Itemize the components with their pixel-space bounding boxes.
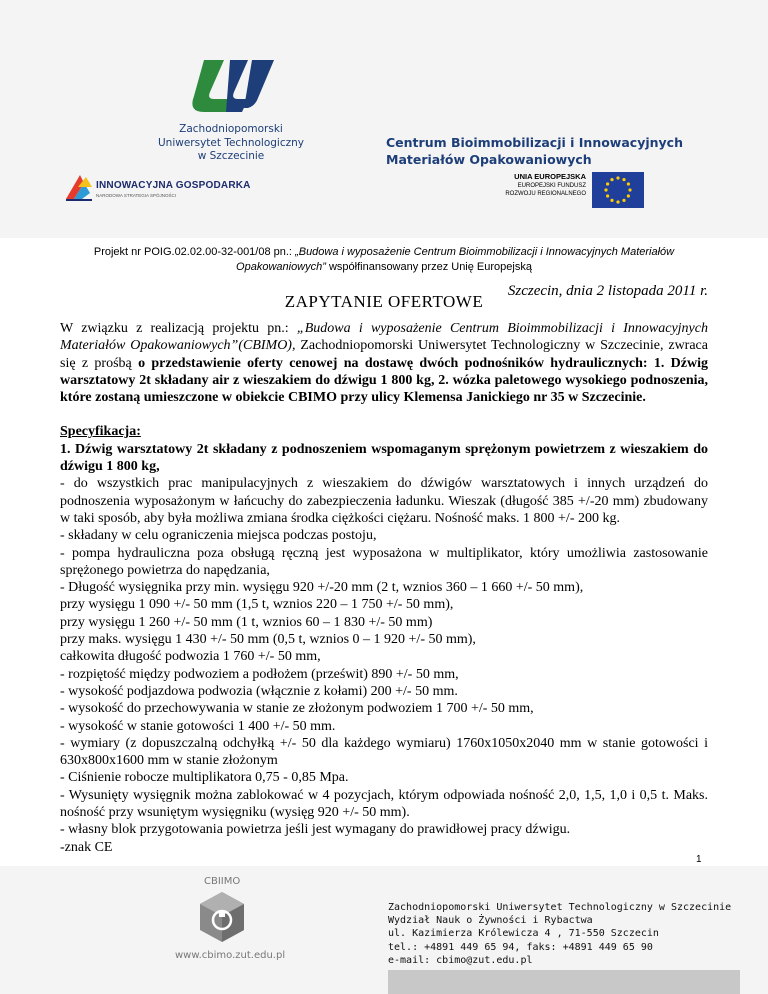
intro-text: Zachodniopomorski Uniwersytet Technologiczny w Szczecinie, zwraca się z prośbą [60,338,708,371]
university-name-line: Zachodniopomorski [179,123,283,135]
spec-line: -znak CE [60,839,113,855]
ig-subtitle: NARODOWA STRATEGIA SPÓJNOŚCI [96,193,177,198]
eu-star-icon [606,194,609,197]
eu-star-icon [628,188,631,191]
eu-line: EUROPEJSKI FUNDUSZ [517,182,586,189]
eu-line: UNIA EUROPEJSKA [514,172,586,181]
eu-flag-icon [592,172,644,208]
document-date: Szczecin, dnia 2 listopada 2011 r. [507,283,708,299]
footer-cbimo-label: CBIIMO [204,876,241,887]
university-name-line: Uniwersytet Technologiczny [157,136,304,149]
footer-bar [388,970,740,994]
eu-star-icon [610,178,613,181]
university-name-line: w Szczecinie [197,150,265,162]
ig-name: INNOWACYJNA GOSPODARKA [96,180,251,191]
footer-line: ul. Kazimierza Królewicza 4 , 71-550 Szczecin [388,928,659,940]
intro-paragraph [60,320,708,406]
spec-line: - wysokość w stanie gotowości 1 400 +/- 50 mm. [60,718,336,734]
spec-line: - wysokość podjazdowa podwozia (włącznie z kołami) 200 +/- 50 mm. [60,683,458,699]
footer-line: e-mail: cbimo@zut.edu.pl [388,954,533,966]
spec-line: całkowita długość podwozia 1 760 +/- 50 mm, [60,649,321,665]
footer-contact [388,901,731,967]
spec-line: przy wysięgu 1 090 +/- 50 mm (1,5 t, wznios 220 – 1 750 +/- 50 mm), [60,597,454,613]
spec-line: - własny blok przygotowania powietrza jeśli jest wymagany do prawidłowej pracy dźwigu. [60,822,571,838]
eu-star-icon [622,199,625,202]
spec-line: - wymiary (z dopuszczalną odchyłką +/- 50 dla każdego wymiaru) 1760x1050x2040 mm w stanie gotowości i 630x800x1600 mm w stanie złożonym [60,735,708,769]
spec-heading: Specyfikacja: [60,424,141,440]
eu-star-icon [610,199,613,202]
spec-line: - Ciśnienie robocze multiplikatora 0,75 - 0,85 Mpa. [60,770,349,786]
project-prefix: Projekt nr POIG.02.02.00-32-001/08 pn.: [93,246,296,258]
zut-logo-icon [186,58,278,118]
spec-line: - Wysunięty wysięgnik można zablokować w 4 pozycjach, którym odpowiada nośność 2,0, 1,5, 1,0 i 0,5 t. Maks. nośność przy wsuniętym wysięgniku (wysięg 920 +/- 50 mm). [60,787,708,821]
university-name [140,123,322,164]
eu-text [496,173,586,199]
document-body [60,320,708,856]
center-name [386,134,683,168]
spec-line: - składany w celu ograniczenia miejsca podczas postoju, [60,528,377,544]
eu-star-icon [627,182,630,185]
eu-star-icon [606,182,609,185]
footer-line: Wydział Nauk o Żywności i Rybactwa [388,915,593,927]
intro-project-name: „Budowa i wyposażenie Centrum Bioimmobilizacji i Innowacyjnych Materiałów Opakowaniowych”(CBIMO), [60,321,708,354]
intro-request: o przedstawienie oferty cenowej na dostawę dwóch podnośników hydraulicznych: 1. Dźwig warsztatowy 2t składany air z wieszakiem do dźwigu 1 800 kg, 2. wózka paletowego wysokiego podnoszenia, które zostaną umieszczone w obiekcie CBIMO przy ulicy Klemensa Janickiego nr 35 w Szczecinie. [60,355,708,406]
footer-website: www.cbimo.zut.edu.pl [175,950,286,961]
project-info [60,245,708,275]
eu-star-icon [604,188,607,191]
page-number: 1 [696,854,702,865]
eu-star-icon [622,178,625,181]
eu-star-icon [616,176,619,179]
center-name-line: Centrum Bioimmobilizacji i Innowacyjnych [386,135,683,150]
spec-line: przy maks. wysięgu 1 430 +/- 50 mm (0,5 t, wznios 0 – 1 920 +/- 50 mm), [60,632,476,648]
spec-item-title: 1. Dźwig warsztatowy 2t składany z podnoszeniem wspomaganym sprężonym powietrzem z wieszakiem do dźwigu 1 800 kg, [60,441,708,475]
eu-star-icon [627,194,630,197]
intro-text: W związku z realizacją projektu pn.: [60,321,297,336]
eu-line: ROZWOJU REGIONALNEGO [505,191,586,197]
document-title: ZAPYTANIE OFERTOWE [284,292,484,311]
innowacyjna-gospodarka-logo-icon [64,173,94,203]
eu-star-icon [616,200,619,203]
spec-line: - pompa hydrauliczna poza obsługą ręczną jest wyposażona w multiplikator, który umożliwia zastosowanie sprężonego powietrza do napędzania, [60,545,708,578]
project-title: „Budowa i wyposażenie Centrum Bioimmobilizacji i Innowacyjnych Materiałów Opakowaniowych” [236,246,675,273]
project-suffix: współfinansowany przez Unię Europejską [325,261,532,273]
spec-line: - wysokość do przechowywania w stanie ze złożonym podwoziem 1 700 +/- 50 mm, [60,701,534,717]
footer-line: Zachodniopomorski Uniwersytet Technologiczny w Szczecinie [388,902,732,913]
center-name-line: Materiałów Opakowaniowych [386,152,592,167]
spec-line: przy wysięgu 1 260 +/- 50 mm (1 t, wznios 60 – 1 830 +/- 50 mm) [60,614,433,630]
footer-line: tel.: +4891 449 65 94, faks: +4891 449 65 90 [388,941,653,953]
cbimo-cube-logo-icon [198,890,246,944]
header-background [0,0,768,238]
spec-line: - do wszystkich prac manipulacyjnych z wieszakiem do dźwigów warsztatowych i innych urządzeń do podnoszenia wyposażonym w łańcuchy do zabezpieczenia ładunku. Wieszak (długość 385 +/-20 mm) zbudowany w taki sposób, aby była możliwa zmiana środka ciężkości ciężaru. Nośność maks. 1 800 +/- 200 kg. [60,476,708,526]
spec-line: - Długość wysięgnika przy min. wysięgu 920 +/-20 mm (2 t, wznios 360 – 1 660 +/- 50 mm), [60,580,584,596]
spec-line: - rozpiętość między podwoziem a podłożem (prześwit) 890 +/- 50 mm, [60,666,459,682]
